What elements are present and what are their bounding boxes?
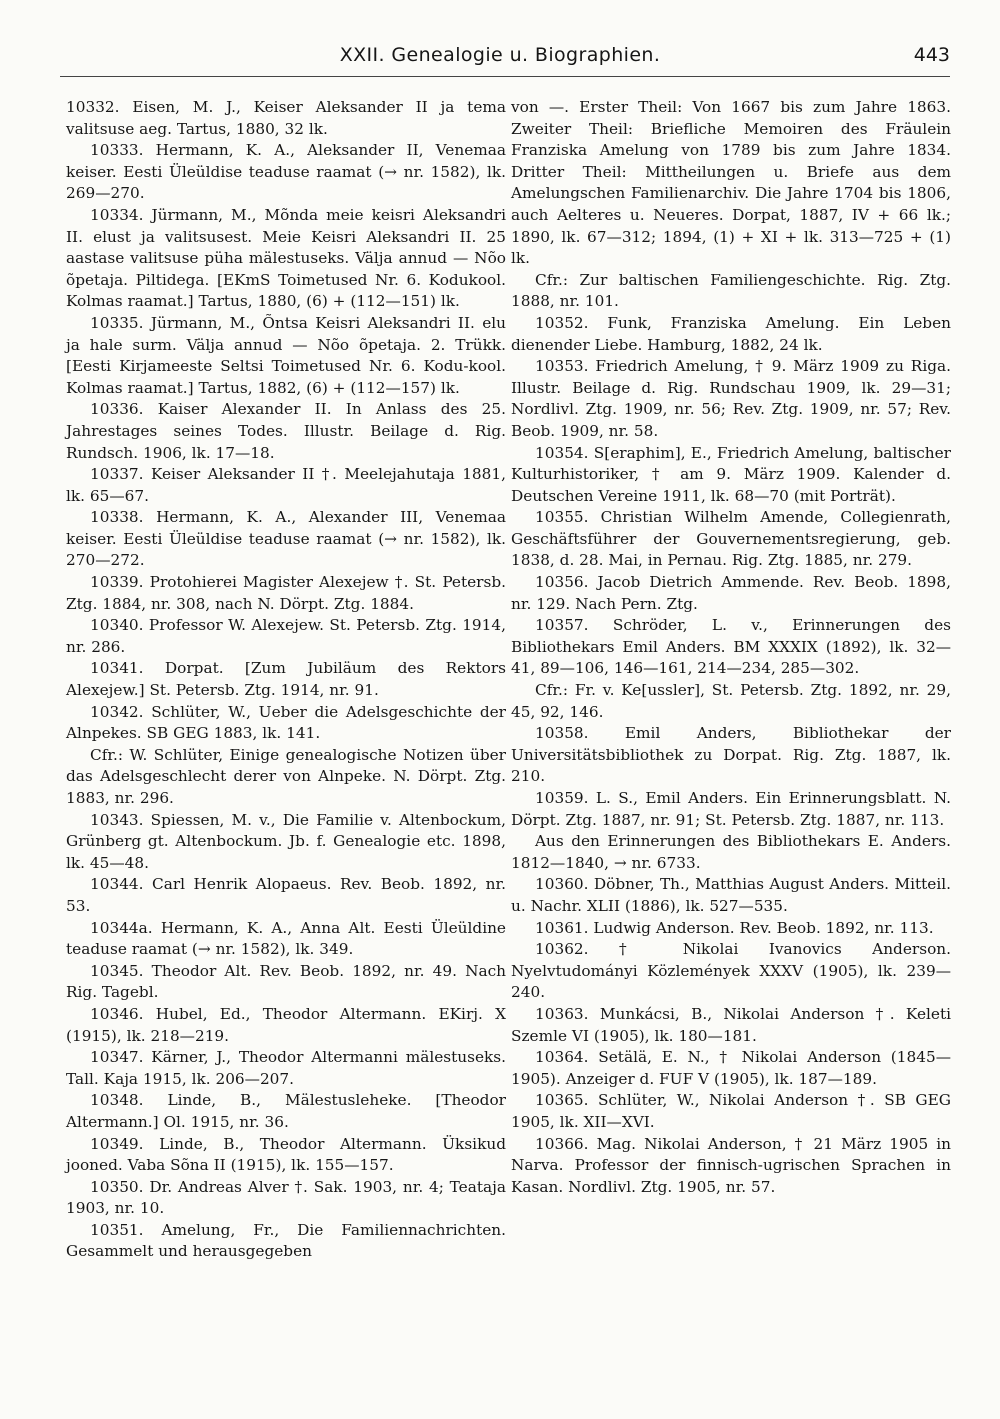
entry-item: 10333. Hermann, K. A., Aleksander II, Venemaa keiser. Eesti Üleüldise teaduse raamat (→ nr. 1582), lk. 269—270. — [66, 141, 506, 203]
right-column — [511, 97, 951, 1198]
header-rule — [60, 76, 950, 77]
entry-item: 10365. Schlüter, W., Nikolai Anderson †. SB GEG 1905, lk. XII—XVI. — [511, 1091, 951, 1131]
entry-item: 10360. Döbner, Th., Matthias August Anders. Mitteil. u. Nachr. XLII (1886), lk. 527—535. — [511, 875, 951, 915]
entry-item: 10354. S[eraphim], E., Friedrich Amelung, baltischer Kulturhistoriker, † am 9. März 1909. Kalender d. Deutschen Vereine 1911, lk. 68—70 (mit Porträt). — [511, 443, 951, 505]
entry-item: 10344a. Hermann, K. A., Anna Alt. Eesti Üleüldine teaduse raamat (→ nr. 1582), lk. 349. — [66, 918, 506, 959]
entry-item: 10355. Christian Wilhelm Amende, Collegienrath, Geschäftsführer der Gouvernementsregierung, geb. 1838, d. 28. Mai, in Pernau. Rig. Ztg. 1885, nr. 279. — [511, 508, 951, 570]
entry-item: 10361. Ludwig Anderson. Rev. Beob. 1892, nr. 113. — [535, 918, 934, 937]
entry-item: 10364. Setälä, E. N., † Nikolai Anderson (1845—1905). Anzeiger d. FUF V (1905), lk. 187—189. — [511, 1048, 951, 1088]
entry-item: 10343. Spiessen, M. v., Die Familie v. Altenbockum, Grünberg gt. Altenbockum. Jb. f. Genealogie etc. 1898, lk. 45—48. — [66, 810, 506, 872]
entry-item: 10339. Protohierei Magister Alexejew †. St. Petersb. Ztg. 1884, nr. 308, nach N. Dörpt. Ztg. 1884. — [66, 573, 506, 613]
entry-item: 10358. Emil Anders, Bibliothekar der Universitätsbibliothek zu Dorpat. Rig. Ztg. 1887, lk. 210. — [511, 724, 951, 786]
entry-item: 10350. Dr. Andreas Alver †. Sak. 1903, nr. 4; Teataja 1903, nr. 10. — [66, 1177, 506, 1218]
running-head — [60, 38, 950, 78]
entry-item: 10340. Professor W. Alexejew. St. Petersb. Ztg. 1914, nr. 286. — [66, 616, 506, 656]
entry-item: 10357. Schröder, L. v., Erinnerungen des Bibliothekars Emil Anders. BM XXXIX (1892), lk. 32—41, 89—106, 146—161, 214—234, 285—302. — [511, 616, 951, 678]
entry-item: von —. Erster Theil: Von 1667 bis zum Jahre 1863. Zweiter Theil: Briefliche Memoiren des Fräulein Franziska Amelung von 1789 bis zum Jahre 1834. Dritter Theil: Mittheilungen u. Briefe aus dem Amelungschen Familienarchiv. Die Jahre 1704 bis 1806, auch Aelteres u. Neueres. Dorpat, 1887, IV + 66 lk.; 1890, lk. 67—312; 1894, (1) + XI + lk. 313—725 + (1) lk. — [511, 98, 951, 268]
entry-item: 10346. Hubel, Ed., Theodor Altermann. EKirj. X (1915), lk. 218—219. — [66, 1004, 506, 1045]
entry-item: 10336. Kaiser Alexander II. In Anlass des 25. Jahrestages seines Todes. Illustr. Beilage d. Rig. Rundsch. 1906, lk. 17—18. — [66, 400, 506, 462]
entry-item: 10347. Kärner, J., Theodor Altermanni mälestuseks. Tall. Kaja 1915, lk. 206—207. — [66, 1048, 506, 1088]
left-column — [66, 97, 506, 1263]
entry-item: 10352. Funk, Franziska Amelung. Ein Leben dienender Liebe. Hamburg, 1882, 24 lk. — [511, 313, 951, 354]
entry-item: 10345. Theodor Alt. Rev. Beob. 1892, nr. 49. Nach Rig. Tagebl. — [66, 961, 506, 1002]
entry-item: 10351. Amelung, Fr., Die Familiennachrichten. Gesammelt und herausgegeben — [66, 1220, 506, 1261]
entry-item: 10353. Friedrich Amelung, † 9. März 1909 zu Riga. Illustr. Beilage d. Rig. Rundschau 1909, lk. 29—31; Nordlivl. Ztg. 1909, nr. 56; Rev. Ztg. 1909, nr. 57; Rev. Beob. 1909, nr. 58. — [511, 357, 951, 440]
page-number: 443 — [913, 44, 950, 66]
cross-reference: Cfr.: Zur baltischen Familiengeschichte. Rig. Ztg. 1888, nr. 101. — [511, 270, 951, 311]
entry-item: 10344. Carl Henrik Alopaeus. Rev. Beob. 1892, nr. 53. — [66, 875, 506, 915]
entry-item: 10332. Eisen, M. J., Keiser Aleksander II ja tema valitsuse aeg. Tartus, 1880, 32 lk. — [66, 98, 506, 138]
entry-item: 10337. Keiser Aleksander II †. Meelejahutaja 1881, lk. 65—67. — [66, 465, 506, 505]
entry-item: 10348. Linde, B., Mälestusleheke. [Theodor Altermann.] Ol. 1915, nr. 36. — [66, 1091, 506, 1131]
entry-item: Aus den Erinnerungen des Bibliothekars E. Anders. 1812—1840, → nr. 6733. — [511, 832, 951, 872]
entry-item: 10338. Hermann, K. A., Alexander III, Venemaa keiser. Eesti Üleüldise teaduse raamat (→ nr. 1582), lk. 270—272. — [66, 508, 506, 570]
entry-item: 10366. Mag. Nikolai Anderson, † 21 März 1905 in Narva. Professor der finnisch-ugrischen Sprachen in Kasan. Nordlivl. Ztg. 1905, nr. 57. — [511, 1134, 951, 1196]
entry-item: 10349. Linde, B., Theodor Altermann. Üksikud jooned. Vaba Sõna II (1915), lk. 155—157. — [66, 1134, 506, 1175]
entry-item: 10362. † Nikolai Ivanovics Anderson. Nyelvtudományi Közlemények XXXV (1905), lk. 239—240. — [511, 940, 951, 1002]
entry-item: 10342. Schlüter, W., Ueber die Adelsgeschichte der Alnpekes. SB GEG 1883, lk. 141. — [66, 702, 506, 743]
entry-item: 10359. L. S., Emil Anders. Ein Erinnerungsblatt. N. Dörpt. Ztg. 1887, nr. 91; St. Petersb. Ztg. 1887, nr. 113. — [511, 789, 951, 829]
cross-reference: Cfr.: Fr. v. Ke[ussler], St. Petersb. Ztg. 1892, nr. 29, 45, 92, 146. — [511, 681, 951, 721]
cross-reference: Cfr.: W. Schlüter, Einige genealogische Notizen über das Adelsgeschlecht derer von Alnpeke. N. Dörpt. Ztg. 1883, nr. 296. — [66, 745, 506, 807]
chapter-title: XXII. Genealogie u. Biographien. — [339, 44, 661, 66]
entry-item: 10356. Jacob Dietrich Ammende. Rev. Beob. 1898, nr. 129. Nach Pern. Ztg. — [511, 573, 951, 613]
entry-item: 10334. Jürmann, M., Mõnda meie keisri Aleksandri II. elust ja valitsusest. Meie Keisri Aleksandri II. 25 aastase valitsuse püha mälestuseks. Välja annud — Nõo õpetaja. Piltidega. [EKmS Toimetused Nr. 6. Kodukool. Kolmas raamat.] Tartus, 1880, (6) + (112—151) lk. — [66, 205, 506, 311]
entry-item: 10363. Munkácsi, B., Nikolai Anderson †. Keleti Szemle VI (1905), lk. 180—181. — [511, 1004, 951, 1045]
entry-item: 10335. Jürmann, M., Õntsa Keisri Aleksandri II. elu ja hale surm. Välja annud — Nõo õpetaja. 2. Trükk. [Eesti Kirjameeste Seltsi Toimetused Nr. 6. Kodu-kool. Kolmas raamat.] Tartus, 1882, (6) + (112—157) lk. — [66, 313, 506, 397]
entry-item: 10341. Dorpat. [Zum Jubiläum des Rektors Alexejew.] St. Petersb. Ztg. 1914, nr. 91. — [66, 659, 506, 700]
